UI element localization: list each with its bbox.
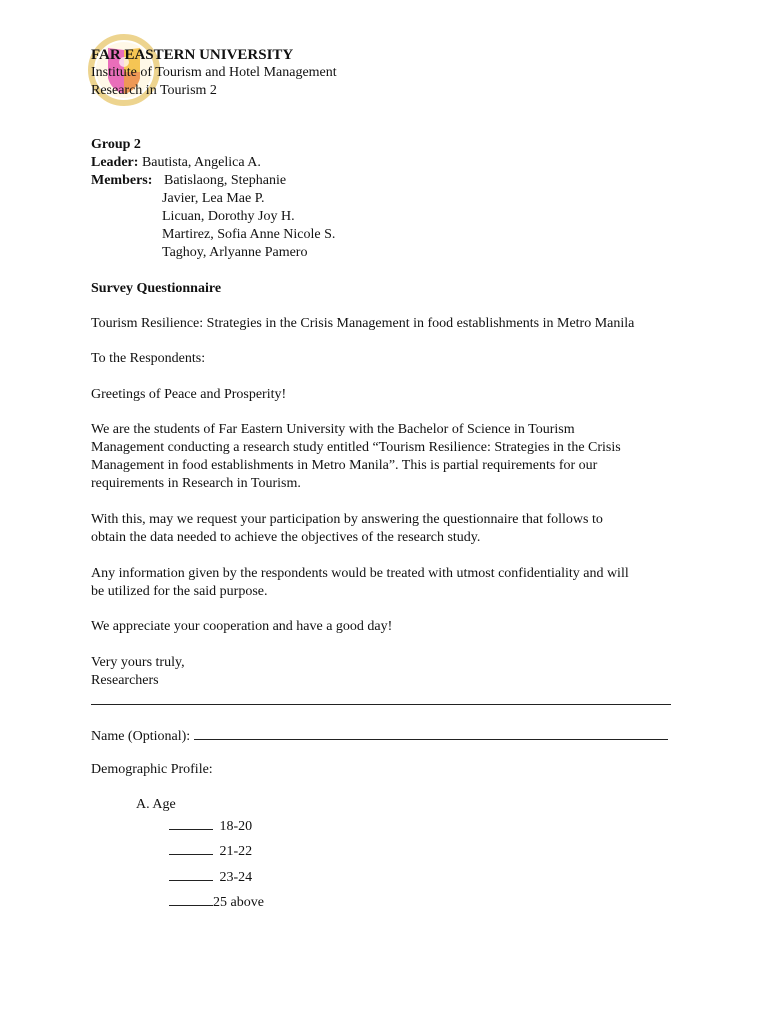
- age-option-blank[interactable]: [169, 815, 213, 830]
- age-option: [169, 866, 252, 887]
- name-blank-field[interactable]: [194, 725, 668, 740]
- member-name: Javier, Lea Mae P.: [162, 191, 265, 206]
- signer: Researchers: [91, 673, 159, 688]
- age-option-blank[interactable]: [169, 840, 213, 855]
- paragraph-line: be utilized for the said purpose.: [91, 584, 268, 599]
- leader-label: Leader:: [91, 155, 139, 170]
- age-option-blank[interactable]: [169, 891, 213, 906]
- age-option: [169, 815, 252, 836]
- paragraph-line: requirements in Research in Tourism.: [91, 476, 301, 491]
- leader-name: Bautista, Angelica A.: [141, 155, 261, 170]
- name-label: Name (Optional):: [91, 729, 191, 744]
- paragraph-line: obtain the data needed to achieve the objectives of the research study.: [91, 530, 481, 545]
- study-title: Tourism Resilience: Strategies in the Crisis Management in food establishments in Metro Manila: [91, 316, 635, 331]
- institute-name: Institute of Tourism and Hotel Management: [91, 65, 337, 80]
- signoff: Very yours truly,: [91, 655, 185, 670]
- age-item: A. Age: [136, 797, 176, 812]
- age-option: [169, 840, 252, 861]
- member-name: Batislaong, Stephanie: [164, 173, 287, 188]
- leader-line: [91, 154, 261, 172]
- age-option-label: 25 above: [213, 895, 264, 910]
- members-label: Members:: [91, 173, 153, 188]
- section-divider: [91, 704, 671, 705]
- age-option-label: 21-22: [219, 844, 253, 859]
- salutation: To the Respondents:: [91, 351, 206, 366]
- greeting: Greetings of Peace and Prosperity!: [91, 387, 287, 402]
- paragraph-line: With this, may we request your participation by answering the questionnaire that follows to: [91, 512, 603, 527]
- name-field-row: [91, 725, 668, 746]
- age-option-blank[interactable]: [169, 866, 213, 881]
- member-name: Martirez, Sofia Anne Nicole S.: [162, 227, 336, 242]
- university-name: FAR EASTERN UNIVERSITY: [91, 47, 294, 63]
- age-option-label: 23-24: [219, 870, 253, 885]
- member-name: Taghoy, Arlyanne Pamero: [162, 245, 308, 260]
- paragraph-line: Management in food establishments in Metro Manila”. This is partial requirements for our: [91, 458, 598, 473]
- demographic-label: Demographic Profile:: [91, 762, 213, 777]
- group-title: Group 2: [91, 137, 141, 152]
- course-name: Research in Tourism 2: [91, 83, 217, 98]
- paragraph-line: Any information given by the respondents would be treated with utmost confidentiality and will: [91, 566, 629, 581]
- age-option: [169, 891, 264, 912]
- member-name: Licuan, Dorothy Joy H.: [162, 209, 295, 224]
- survey-heading: Survey Questionnaire: [91, 281, 222, 296]
- paragraph-line: Management conducting a research study entitled “Tourism Resilience: Strategies in the Crisis: [91, 440, 621, 455]
- closing-line: We appreciate your cooperation and have a good day!: [91, 619, 393, 634]
- paragraph-line: We are the students of Far Eastern University with the Bachelor of Science in Tourism: [91, 422, 575, 437]
- age-option-label: 18-20: [219, 819, 253, 834]
